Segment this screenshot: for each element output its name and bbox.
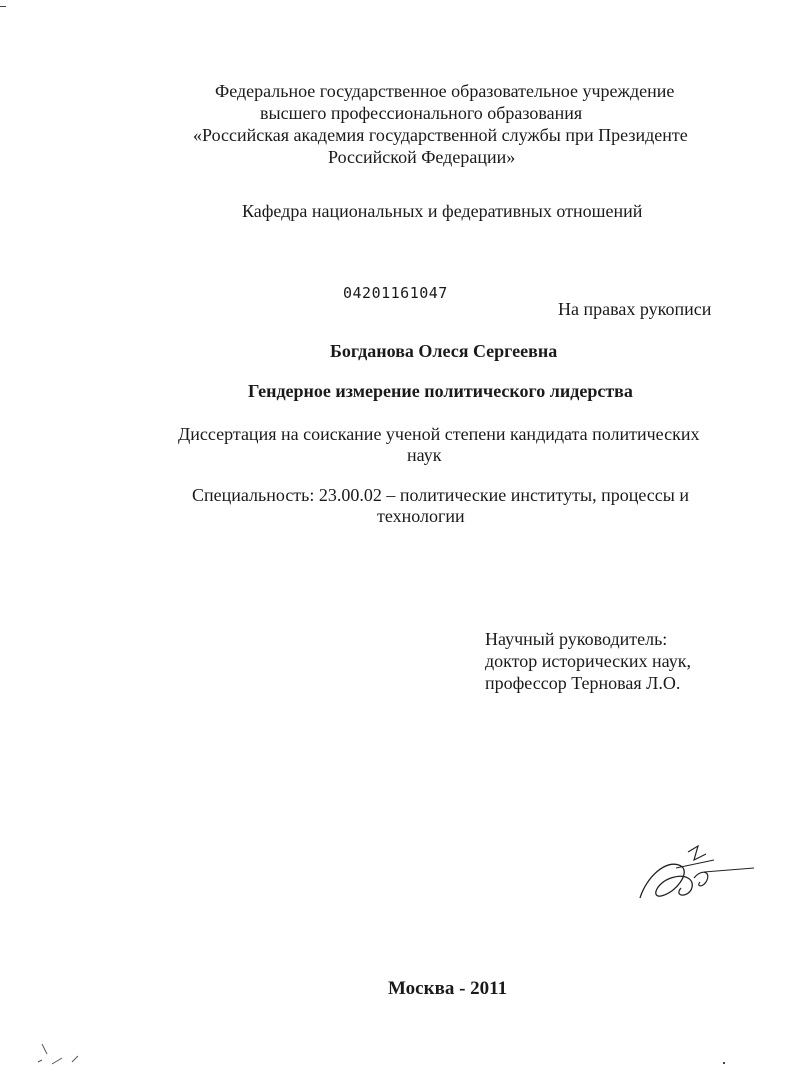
scan-artifact-bottom-left (30, 1040, 90, 1070)
institution-line-4: Российской Федерации» (328, 147, 516, 167)
place-year: Москва - 2011 (388, 978, 508, 999)
manuscript-rights: На правах рукописи (558, 299, 712, 319)
registration-number: 04201161047 (343, 284, 448, 302)
degree-line-1: Диссертация на соискание ученой степени кандидата политических (178, 424, 700, 444)
institution-line-1: Федеральное государственное образовательное учреждение (215, 81, 675, 101)
specialty-line-2: технологии (377, 506, 465, 526)
supervisor-label: Научный руководитель: (485, 629, 668, 649)
degree-line-2: наук (407, 445, 442, 465)
author-name: Богданова Олеся Сергеевна (330, 341, 558, 361)
dissertation-title: Гендерное измерение политического лидерства (248, 381, 633, 401)
scan-dot (723, 1062, 725, 1064)
institution-line-2: высшего профессионального образования (260, 103, 583, 123)
institution-line-3: «Российская академия государственной службы при Президенте (193, 125, 688, 145)
supervisor-name: профессор Терновая Л.О. (485, 673, 681, 693)
specialty-line-1: Специальность: 23.00.02 – политические институты, процессы и (192, 485, 689, 505)
supervisor-degree: доктор исторических наук, (485, 651, 691, 671)
department: Кафедра национальных и федеративных отношений (242, 201, 643, 221)
scan-corner-mark (0, 6, 6, 7)
signature (636, 838, 756, 908)
